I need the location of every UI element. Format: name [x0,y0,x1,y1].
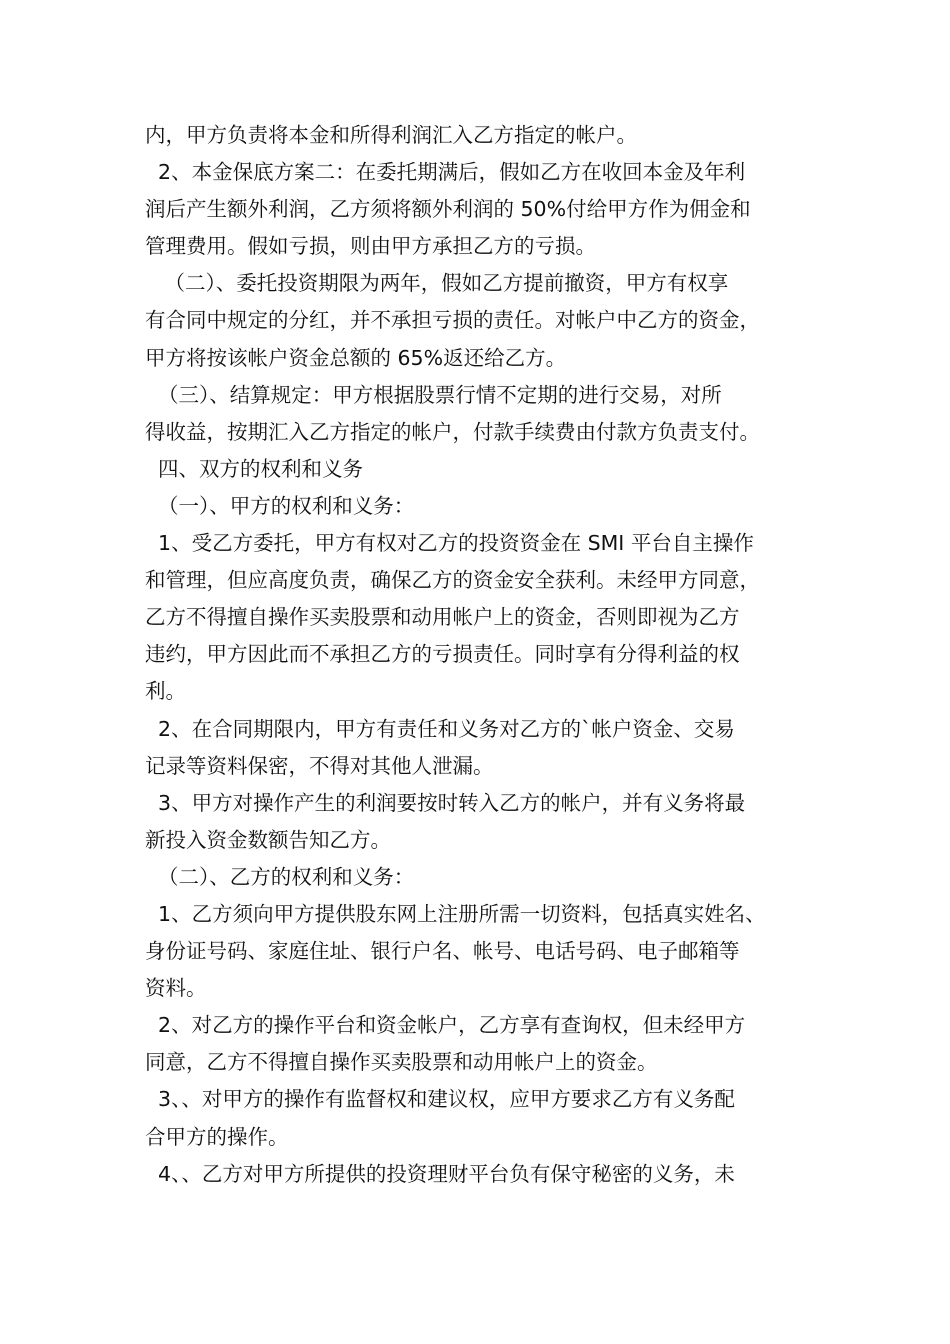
text-line: 甲方将按该帐户资金总额的 65%返还给乙方。 [145,345,567,370]
section-heading: 四、双方的权利和义务 [145,456,364,481]
text-line: 2、本金保底方案二：在委托期满后，假如乙方在收回本金及年利 [145,160,746,185]
text-line: 4、、乙方对甲方所提供的投资理财平台负有保守秘密的义务，未 [145,1161,735,1186]
text-line: 同意，乙方不得擅自操作买卖股票和动用帐户上的资金。 [145,1050,658,1075]
text-line: 2、对乙方的操作平台和资金帐户，乙方享有查询权，但未经甲方 [145,1013,746,1038]
text-line: （三）、结算规定：甲方根据股票行情不定期的进行交易，对所 [145,382,722,407]
contract-body-text [145,117,825,1193]
text-line: 内，甲方负责将本金和所得利润汇入乙方指定的帐户。 [145,123,637,147]
text-line: 3、、对甲方的操作有监督权和建议权，应甲方要求乙方有义务配 [145,1087,735,1112]
text-line: 资料。 [145,976,207,1001]
text-line: 身份证号码、家庭住址、银行户名、帐号、电话号码、电子邮箱等 [145,939,740,964]
text-line: 乙方不得擅自操作买卖股票和动用帐户上的资金，否则即视为乙方 [145,605,740,630]
text-line: 1、乙方须向甲方提供股东网上注册所需一切资料，包括真实姓名、 [145,901,766,926]
text-line: 记录等资料保密，不得对其他人泄漏。 [145,753,494,778]
text-line: 新投入资金数额告知乙方。 [145,827,391,852]
text-line: 违约，甲方因此而不承担乙方的亏损责任。同时享有分得利益的权 [145,642,740,667]
text-line: 利。 [145,679,186,704]
text-line: 3、甲方对操作产生的利润要按时转入乙方的帐户，并有义务将最 [145,790,746,815]
text-line: 合甲方的操作。 [145,1124,289,1149]
text-line: 2、在合同期限内，甲方有责任和义务对乙方的`帐户资金、交易 [145,716,735,741]
subsection-heading: （二）、乙方的权利和义务： [145,864,415,889]
text-line: 得收益，按期汇入乙方指定的帐户，付款手续费由付款方负责支付。 [145,419,760,444]
text-line: 管理费用。假如亏损，则由甲方承担乙方的亏损。 [145,234,596,259]
text-line: 和管理，但应高度负责，确保乙方的资金安全获利。未经甲方同意， [145,568,760,593]
text-line: 1、受乙方委托，甲方有权对乙方的投资资金在 SMI 平台自主操作 [145,531,754,556]
text-line: 有合同中规定的分红，并不承担亏损的责任。对帐户中乙方的资金， [145,308,760,333]
subsection-heading: （一）、甲方的权利和义务： [145,493,415,518]
text-line: （二）、委托投资期限为两年，假如乙方提前撤资，甲方有权享 [145,271,729,296]
text-line: 润后产生额外利润，乙方须将额外利润的 50%付给甲方作为佣金和 [145,197,751,222]
